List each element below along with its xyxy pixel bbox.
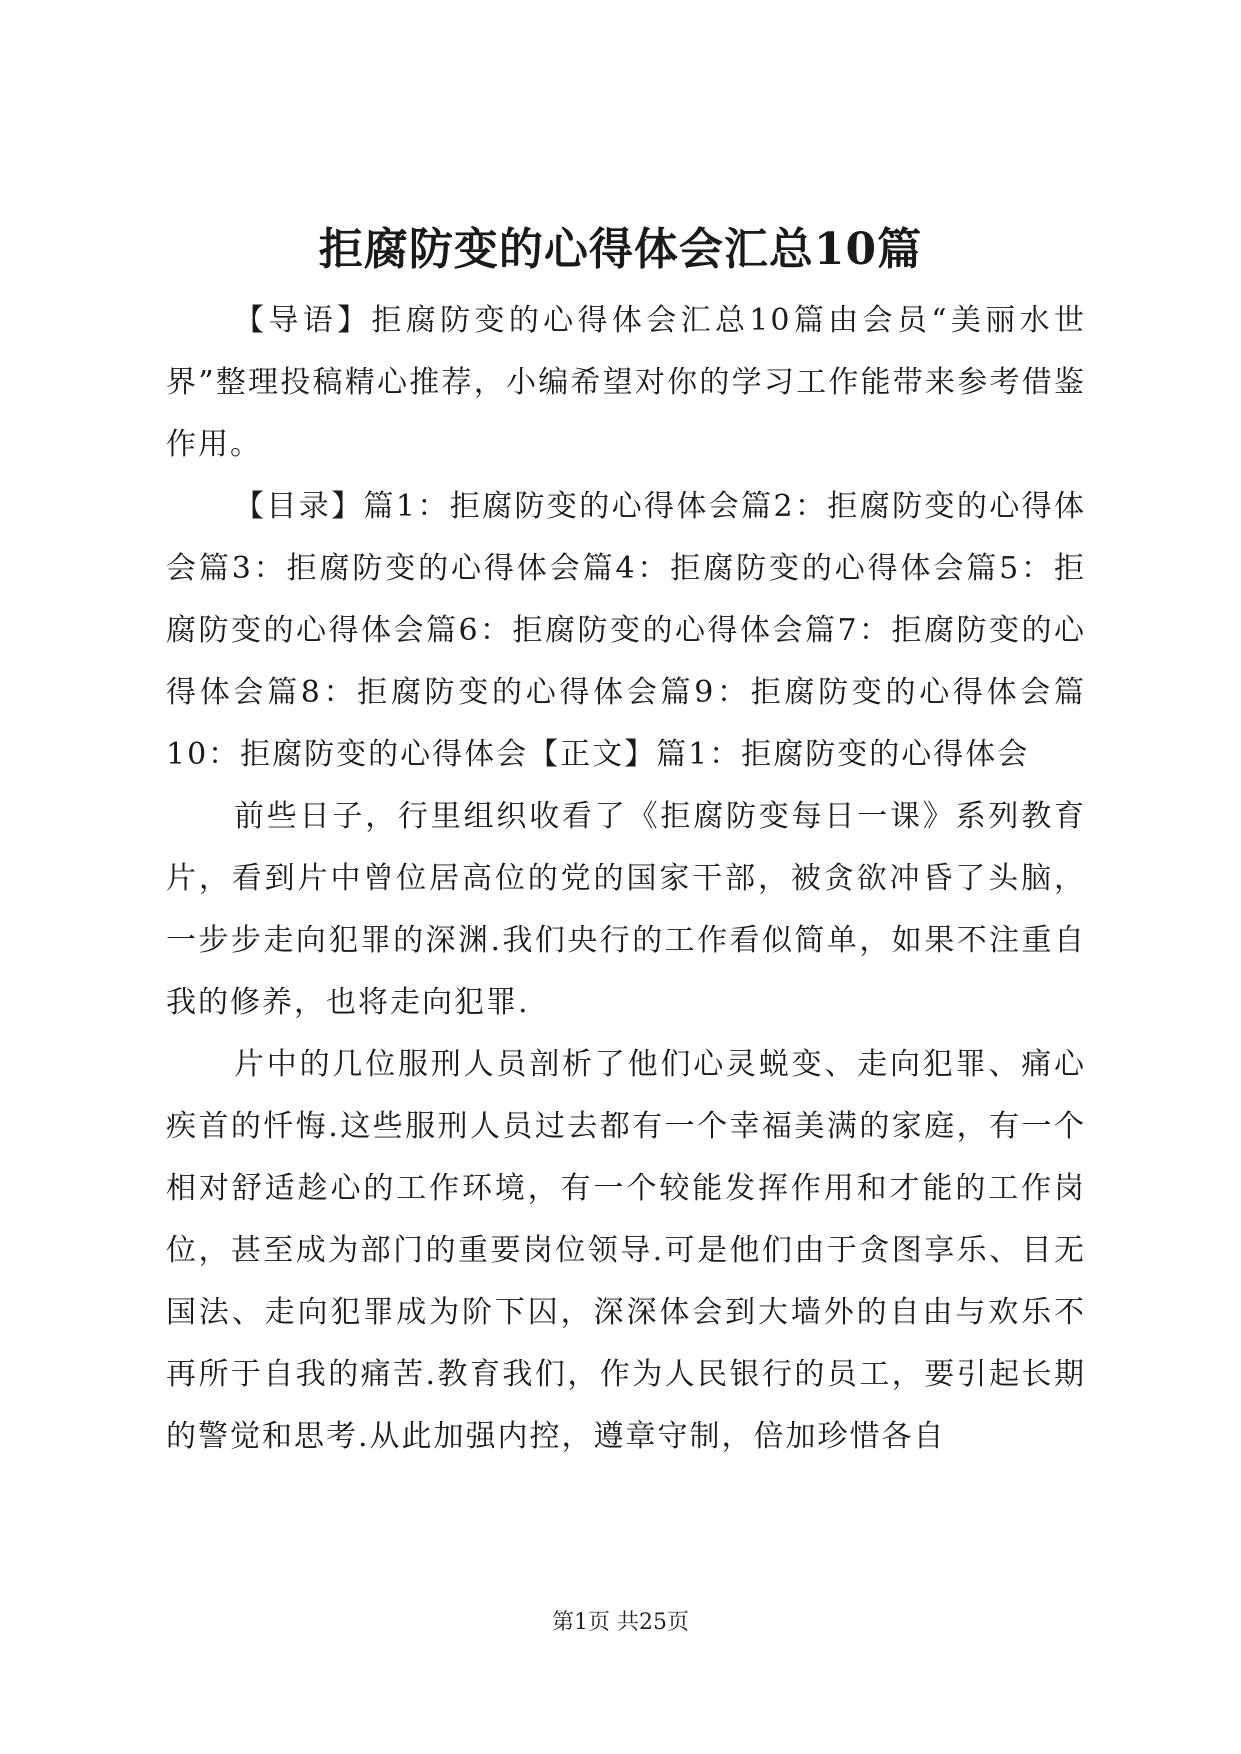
body-paragraph-2: 片中的几位服刑人员剖析了他们心灵蜕变、走向犯罪、痛心疾首的忏悔.这些服刑人员过去都有一个幸福美满的家庭，有一个相对舒适趁心的工作环境，有一个较能发挥作用和才能的工作岗位，甚至成为部门的重要岗位领导.可是他们由于贪图享乐、目无国法、走向犯罪成为阶下囚，深深体会到大墙外的自由与欢乐不再所于自我的痛苦.教育我们，作为人民银行的员工，要引起长期的警觉和思考.从此加强内控，遵章守制，倍加珍惜各自	[166, 1047, 1086, 1454]
document-body	[166, 290, 1086, 1468]
intro-paragraph: 【导语】拒腐防变的心得体会汇总10篇由会员“美丽水世界”整理投稿精心推荐，小编希望对你的学习工作能带来参考借鉴作用。	[166, 303, 1086, 462]
page-footer: 第1页 共25页	[552, 1610, 689, 1635]
toc-paragraph: 【目录】篇1：拒腐防变的心得体会篇2：拒腐防变的心得体会篇3：拒腐防变的心得体会篇4：拒腐防变的心得体会篇5：拒腐防变的心得体会篇6：拒腐防变的心得体会篇7：拒腐防变的心得体会篇8：拒腐防变的心得体会篇9：拒腐防变的心得体会篇10：拒腐防变的心得体会【正文】篇1：拒腐防变的心得体会	[166, 489, 1086, 772]
document-title: 拒腐防变的心得体会汇总10篇	[318, 224, 923, 275]
body-paragraph-1: 前些日子，行里组织收看了《拒腐防变每日一课》系列教育片，看到片中曾位居高位的党的国家干部，被贪欲冲昏了头脑，一步步走向犯罪的深渊.我们央行的工作看似简单，如果不注重自我的修养，也将走向犯罪.	[166, 799, 1086, 1020]
